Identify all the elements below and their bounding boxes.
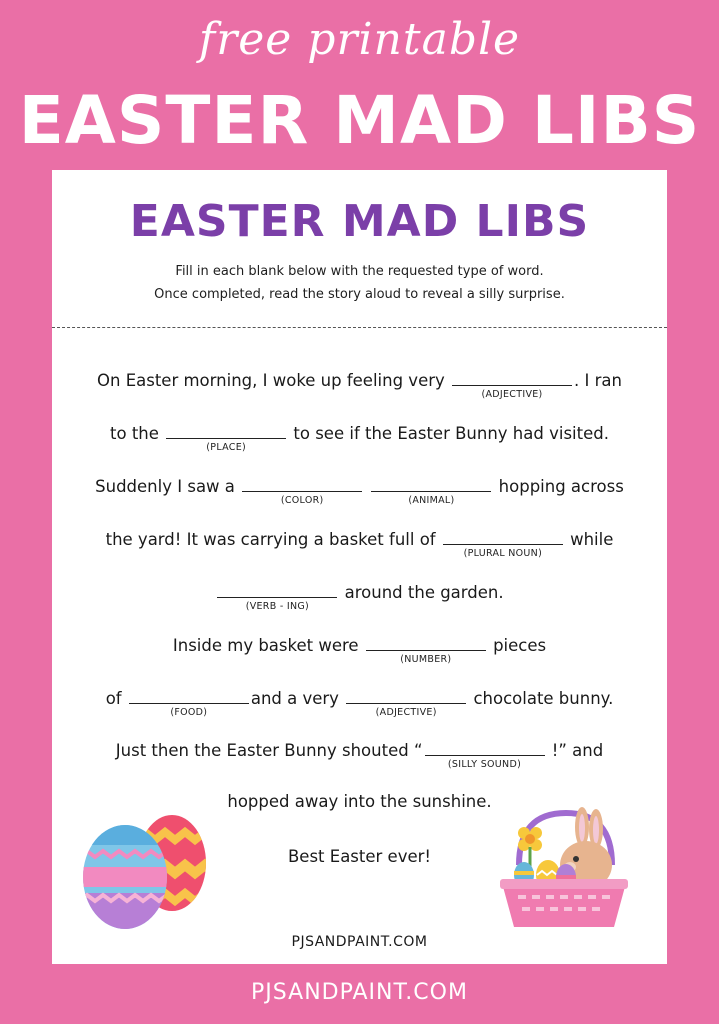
- story-line-5: [52, 580, 667, 612]
- story-text: Suddenly I saw a: [95, 477, 235, 496]
- header-title: EASTER MAD LIBS: [18, 82, 701, 159]
- story-text: while: [570, 530, 614, 549]
- blank-animal[interactable]: [371, 474, 491, 506]
- story-line-8: [52, 738, 667, 770]
- blank-hint: (ADJECTIVE): [481, 389, 543, 400]
- blank-hint: (SILLY SOUND): [447, 759, 522, 770]
- story-text: pieces: [493, 636, 547, 655]
- story-text: and a very: [250, 689, 339, 708]
- story-line-10: Best Easter ever!: [287, 847, 432, 866]
- story-line-2: [52, 421, 667, 453]
- blank-verb-ing[interactable]: [217, 580, 337, 612]
- story-line-7: [52, 686, 667, 718]
- story-text: . I ran: [574, 371, 622, 390]
- instructions-line-2: Once completed, read the story aloud to reveal a silly surprise.: [154, 287, 565, 302]
- blank-hint: (ADJECTIVE): [375, 707, 437, 718]
- blank-hint: (PLACE): [206, 442, 247, 453]
- story-text: of: [105, 689, 122, 708]
- blank-hint: (NUMBER): [400, 654, 452, 665]
- bunny-basket-icon: [494, 795, 634, 935]
- header-subtitle: free printable: [198, 14, 521, 65]
- story-line-4: [52, 527, 667, 559]
- story-line-9: hopped away into the sunshine.: [227, 792, 492, 811]
- site-url: PJSANDPAINT.COM: [251, 980, 468, 1005]
- story-line-3: [52, 474, 667, 506]
- blank-food[interactable]: [129, 686, 249, 718]
- story-text: Inside my basket were: [172, 636, 359, 655]
- blank-plural-noun[interactable]: [443, 527, 563, 559]
- blank-place[interactable]: [166, 421, 286, 453]
- story-text: the yard! It was carrying a basket full of: [105, 530, 436, 549]
- blank-number[interactable]: [366, 633, 486, 665]
- blank-adjective[interactable]: [452, 368, 572, 400]
- story-text: On Easter morning, I woke up feeling very: [97, 371, 445, 390]
- blank-adjective-2[interactable]: [346, 686, 466, 718]
- blank-silly-sound[interactable]: [425, 738, 545, 770]
- story-text: around the garden.: [344, 583, 504, 602]
- blank-hint: (PLURAL NOUN): [463, 548, 543, 559]
- cut-line-divider: [52, 327, 667, 328]
- story-text: hopping across: [498, 477, 624, 496]
- story-line-1: [52, 368, 667, 400]
- easter-eggs-icon: [77, 805, 217, 930]
- mad-libs-card: [52, 170, 667, 964]
- card-title: EASTER MAD LIBS: [129, 196, 590, 247]
- instructions-line-1: Fill in each blank below with the requested type of word.: [175, 264, 544, 279]
- story-text: Just then the Easter Bunny shouted “: [115, 741, 423, 760]
- blank-hint: (VERB - ING): [245, 601, 310, 612]
- story-line-6: [52, 633, 667, 665]
- story-text: !” and: [551, 741, 604, 760]
- story-text: chocolate bunny.: [473, 689, 614, 708]
- blank-hint: (COLOR): [280, 495, 324, 506]
- blank-hint: (FOOD): [170, 707, 208, 718]
- card-footer-url: PJSANDPAINT.COM: [291, 934, 428, 950]
- blank-color[interactable]: [242, 474, 362, 506]
- story-text: to the: [110, 424, 159, 443]
- story-text: to see if the Easter Bunny had visited.: [293, 424, 609, 443]
- blank-hint: (ANIMAL): [408, 495, 455, 506]
